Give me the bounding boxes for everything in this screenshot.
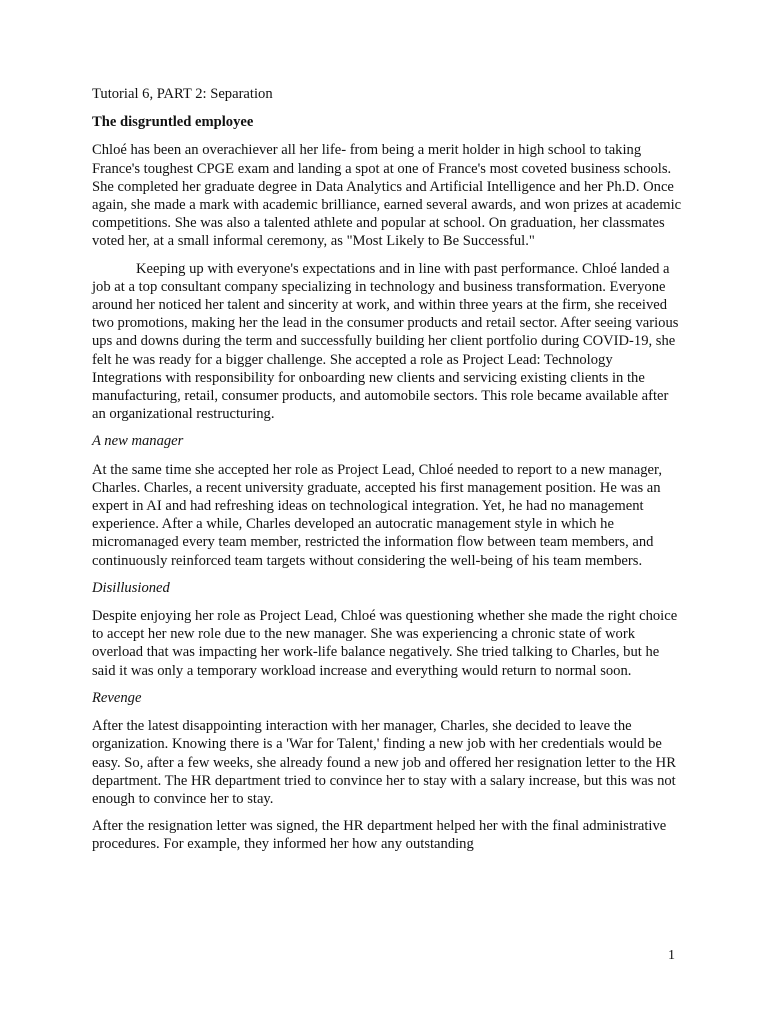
- section-heading-revenge: Revenge: [92, 689, 142, 706]
- new-manager-paragraph: At the same time she accepted her role as Project Lead, Chloé needed to report to a new manager, Charles. Charles, a recent university graduate, accepted his first management position. He was an expert in AI and had refreshing ideas on technological integration. Yet, he had no management experience. After a while, Charles developed an autocratic management style in which he micromanaged every team member, restricted the information flow between team members, and continuously reinforced team targets without considering the well-being of his team members.: [92, 461, 662, 569]
- document-page: [92, 85, 682, 863]
- tutorial-title: Tutorial 6, PART 2: Separation: [92, 86, 273, 102]
- section-heading-disillusioned: Disillusioned: [92, 579, 170, 596]
- intro-paragraph-1: Chloé has been an overachiever all her life- from being a merit holder in high school to taking France's toughest CPGE exam and landing a spot at one of France's most coveted business schools. She completed her graduate degree in Data Analytics and Artificial Intelligence and her Ph.D. Once again, she made a mark with academic brilliance, earned several awards, and won prizes at academic competitions. She was also a talented athlete and popular at school. On graduation, her classmates voted her, at a small informal ceremony, as "Most Likely to Be Successful.": [92, 142, 682, 250]
- case-title: The disgruntled employee: [92, 114, 254, 131]
- intro-paragraph-2: Keeping up with everyone's expectations and in line with past performance. Chloé landed a job at a top consultant company specializing in technology and business transformation. Everyone around her noticed her talent and sincerity at work, and within three years at the firm, she received two promotions, making her the lead in the consumer products and retail sector. After seeing various ups and downs during the term and successfully building her client portfolio during COVID-19, she felt he was ready for a bigger challenge. She accepted a role as Project Lead: Technology Integrations with responsibility for onboarding new clients and servicing existing clients in the manufacturing, retail, consumer products, and automobile sectors. This role became available after an organizational restructuring.: [92, 260, 679, 423]
- disillusioned-paragraph: Despite enjoying her role as Project Lead, Chloé was questioning whether she made the right choice to accept her new role due to the new manager. She was experiencing a chronic state of work overload that was impacting her work-life balance negatively. She tried talking to Charles, but he said it was only a temporary workload increase and everything would return to normal soon.: [92, 608, 678, 679]
- revenge-paragraph-1: After the latest disappointing interaction with her manager, Charles, she decided to leave the organization. Knowing there is a 'War for Talent,' finding a new job with her credentials would be easy. So, after a few weeks, she already found a new job and offered her resignation letter to the HR department. The HR department tried to convince her to stay with a salary increase, but this was not enough to convince her to stay.: [92, 718, 676, 807]
- section-heading-new-manager: A new manager: [92, 433, 184, 450]
- page-number: 1: [668, 948, 675, 963]
- revenge-paragraph-2: After the resignation letter was signed, the HR department helped her with the final administrative procedures. For example, they informed her how any outstanding: [92, 818, 667, 853]
